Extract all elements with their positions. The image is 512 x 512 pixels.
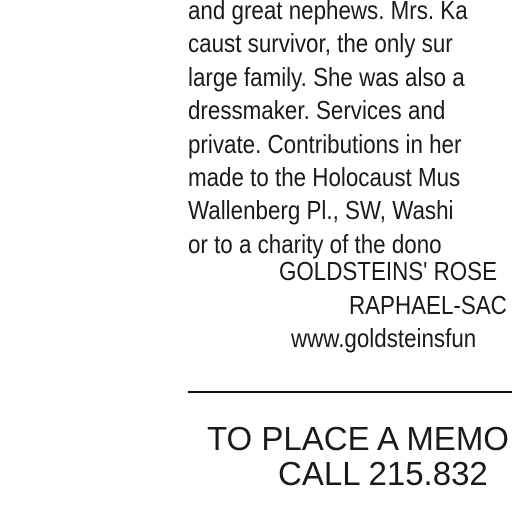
obituary-line: Wallenberg Pl., SW, Washi [188, 195, 454, 226]
obituary-line: large family. She was also a [188, 61, 465, 92]
obituary-line: caust survivor, the only sur [188, 28, 453, 59]
funeral-home-website: www.goldsteinsfun [291, 323, 477, 353]
obituary-line: dressmaker. Services and [188, 95, 446, 126]
memorial-cta-heading: TO PLACE A MEMO [207, 420, 509, 457]
obituary-line: or to a charity of the dono [188, 228, 442, 259]
obituary-line: made to the Holocaust Mus [188, 162, 461, 193]
obituary-line: private. Contributions in her [188, 128, 462, 159]
funeral-home-name: GOLDSTEINS' ROSE [279, 256, 497, 286]
obituary-line: and great nephews. Mrs. Ka [188, 0, 468, 25]
funeral-home-name-secondary: RAPHAEL-SAC [349, 290, 507, 320]
section-divider [188, 391, 512, 393]
obituary-text [188, 0, 512, 261]
memorial-cta-phone: CALL 215.832 [278, 455, 488, 492]
